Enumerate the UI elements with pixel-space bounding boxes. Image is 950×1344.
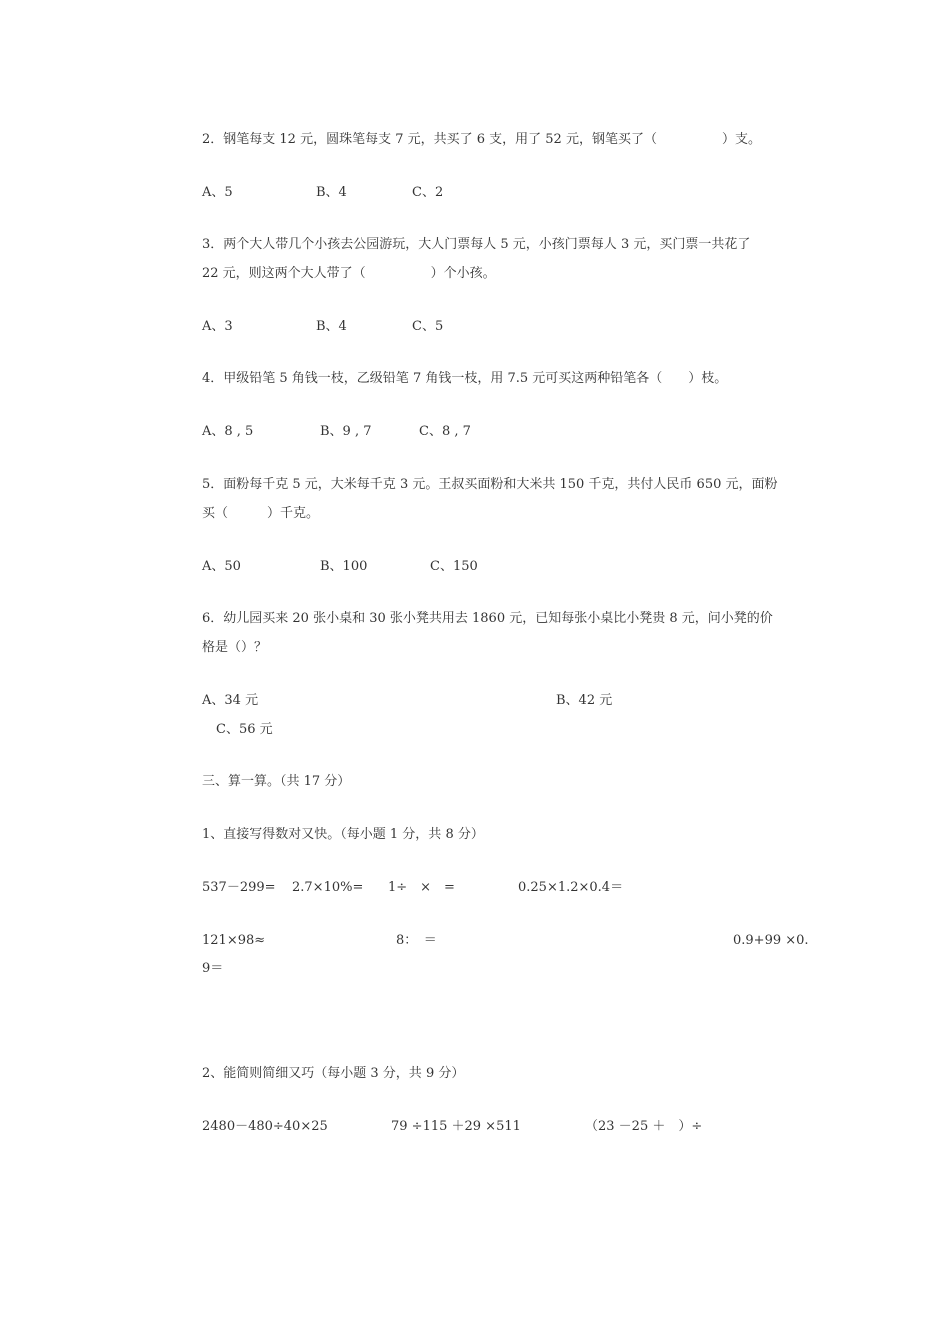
question-3-option-b: B、4: [316, 319, 347, 334]
calc-item: 0.25×1.2×0.4＝: [518, 880, 624, 895]
section-3-part-1-title: 1、直接写得数对又快。（每小题 1 分，共 8 分）: [202, 827, 484, 842]
calc-item: 2.7×10%=: [292, 880, 364, 895]
question-2-option-b: B、4: [316, 185, 347, 200]
question-4-option-a: A、8 , 5: [202, 424, 254, 439]
question-3-option-c: C、5: [412, 319, 444, 334]
question-2-option-a: A、5: [202, 185, 233, 200]
calc-item: 0.9+99 ×0.: [733, 933, 809, 948]
section-3-part-2-title: 2、能简则简细又巧（每小题 3 分，共 9 分）: [202, 1066, 465, 1081]
question-4-option-b: B、9 , 7: [320, 424, 372, 439]
question-5-stem-line2: 买（ ）千克。: [202, 506, 320, 521]
calc-item: 1÷ × =: [388, 880, 455, 895]
calc-item: （23 －25 ＋ ）÷: [585, 1119, 703, 1134]
question-2-option-c: C、2: [412, 185, 444, 200]
question-4-stem: 4．甲级铅笔 5 角钱一枝，乙级铅笔 7 角钱一枝，用 7.5 元可买这两种铅笔各（ ）枝。: [202, 371, 728, 386]
question-3-option-a: A、3: [202, 319, 233, 334]
question-5-option-b: B、100: [320, 559, 368, 574]
question-6-stem-line1: 6．幼儿园买来 20 张小桌和 30 张小凳共用去 1860 元，已知每张小桌比小凳贵 8 元，问小凳的价: [202, 611, 773, 626]
question-5-stem-line1: 5．面粉每千克 5 元，大米每千克 3 元。王叔买面粉和大米共 150 千克，共付人民币 650 元，面粉: [202, 477, 778, 492]
section-3-title: 三、算一算。（共 17 分）: [202, 774, 351, 789]
question-3-stem-line2: 22 元，则这两个大人带了（ ）个小孩。: [202, 266, 496, 281]
calc-item: 79 ÷115 ＋29 ×511: [391, 1119, 521, 1134]
question-5-option-c: C、150: [430, 559, 478, 574]
question-6-option-a: A、34 元: [202, 693, 259, 708]
question-3-stem-line1: 3．两个大人带几个小孩去公园游玩，大人门票每人 5 元，小孩门票每人 3 元，买门票一共花了: [202, 237, 751, 252]
question-6-option-b: B、42 元: [556, 693, 613, 708]
calc-item: 121×98≈: [202, 933, 266, 948]
question-4-option-c: C、8 , 7: [419, 424, 471, 439]
calc-item: 8： ＝: [396, 933, 437, 948]
question-2-stem: 2．钢笔每支 12 元，圆珠笔每支 7 元，共买了 6 支，用了 52 元，钢笔买了（ ）支。: [202, 132, 761, 147]
calc-item: 2480－480÷40×25: [202, 1119, 328, 1134]
question-6-option-c: C、56 元: [216, 722, 273, 737]
question-6-stem-line2: 格是（）？: [202, 640, 268, 655]
calc-item-wrap: 9＝: [202, 961, 224, 976]
calc-item: 537－299=: [202, 880, 276, 895]
question-5-option-a: A、50: [202, 559, 241, 574]
